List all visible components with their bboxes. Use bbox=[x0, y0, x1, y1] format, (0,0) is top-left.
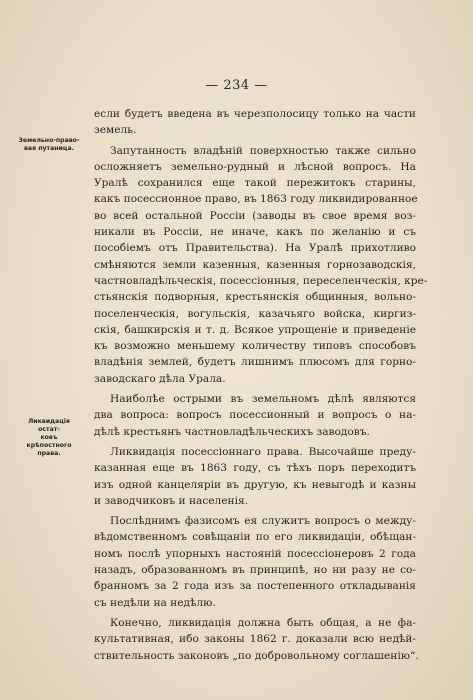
text-line: стьянскія подворныя, крестьянскія общинныя, вольно- bbox=[94, 291, 416, 304]
margin-note-line: права. bbox=[37, 450, 61, 457]
paragraph bbox=[94, 143, 428, 387]
text-line: скія, башкирскія и т. д. Всякое упрощеніе и приведеніе bbox=[94, 323, 416, 336]
margin-note-land-confusion bbox=[18, 137, 80, 153]
text-line: казанная еще въ 1863 году, съ тѣхъ поръ переходитъ bbox=[94, 462, 416, 475]
margin-note-line: Ликвидація остат- bbox=[28, 418, 70, 433]
paragraph bbox=[94, 391, 416, 440]
text-line: поселенческія, вогульскія, казачьяго войска, киргиз- bbox=[94, 307, 416, 320]
text-line: ствительность законовъ „по добровольному соглашенію“. bbox=[94, 649, 419, 662]
text-line: и заводчиковъ и населенія. bbox=[94, 494, 249, 507]
text-line: вѣдомственномъ совѣщаніи по его ликвидаціи, обѣщан- bbox=[94, 531, 416, 544]
text-line: изъ одной канцеляріи въ другую, къ невыгодѣ и казны bbox=[94, 478, 416, 491]
body-text bbox=[94, 106, 428, 664]
text-line: владѣнія землей, будетъ лишнимъ плюсомъ для горно- bbox=[94, 356, 416, 369]
text-line: назадъ, образованномъ въ принципѣ, но ни разу не со- bbox=[94, 564, 416, 577]
text-line: земель. bbox=[94, 124, 137, 137]
text-line: съ недѣли на недѣлю. bbox=[94, 596, 216, 609]
paragraph bbox=[94, 615, 419, 664]
margin-note-line: ковъ крѣпостного bbox=[26, 434, 72, 449]
text-line: Уралѣ сохранился еще такой пережитокъ старины, bbox=[94, 177, 416, 190]
text-line: бранномъ за 2 года изъ за постепенного откладыванія bbox=[94, 580, 416, 593]
text-line: Ликвидація посессіоннаго права. Высочайше преду- bbox=[110, 445, 416, 458]
paragraph bbox=[94, 513, 416, 611]
text-line: пособіемъ отъ Правительства). На Уралѣ прихотливо bbox=[94, 242, 416, 255]
text-line: два вопроса: вопросъ посессионный и вопросъ о на- bbox=[94, 409, 416, 422]
text-line: дѣлѣ крестьянъ частновладѣльческихъ заводовъ. bbox=[94, 425, 370, 438]
text-line: смѣняются земли казенныя, казенныя горнозаводскія, bbox=[94, 258, 416, 271]
text-line: номъ послѣ упорныхъ настояній посессіонеровъ 2 года bbox=[94, 547, 416, 560]
margin-note-serfdom-remnants bbox=[18, 418, 80, 458]
text-line: частновладѣльческія, посессіонныя, переселенческія, кре- bbox=[94, 274, 428, 287]
text-line: какъ посессионное право, въ 1863 году ликвидированное bbox=[94, 193, 418, 206]
page-number: — 234 — bbox=[205, 78, 268, 93]
text-line: Запутанность владѣній поверхностью также сильно bbox=[110, 144, 416, 157]
text-line: заводскаго дѣла Урала. bbox=[94, 372, 226, 385]
text-line: Послѣднимъ фазисомъ ея служитъ вопросъ о между- bbox=[110, 515, 416, 528]
text-line: во всей остальной Россіи (заводы въ свое время воз- bbox=[94, 209, 416, 222]
paragraph bbox=[94, 106, 416, 139]
margin-note-line: вая путаница. bbox=[23, 145, 74, 152]
margin-note-line: Земельно-право- bbox=[18, 137, 80, 144]
text-line: если будетъ введена въ черезполосицу только на части bbox=[94, 108, 416, 120]
text-line: никали въ Россіи, не иначе, какъ по желанію и съ bbox=[94, 226, 416, 239]
paragraph bbox=[94, 444, 416, 509]
text-line: осложняетъ земельно-рудный и лѣсной вопросъ. На bbox=[94, 160, 416, 173]
text-line: культативная, ибо законы 1862 г. доказали всю недѣй- bbox=[94, 633, 416, 646]
text-line: къ возможно меньшему количеству типовъ способовъ bbox=[94, 340, 416, 353]
text-line: Наиболѣе острыми въ земельномъ дѣлѣ являются bbox=[110, 393, 416, 406]
text-line: Конечно, ликвидація должна быть общая, а не фа- bbox=[110, 616, 416, 629]
